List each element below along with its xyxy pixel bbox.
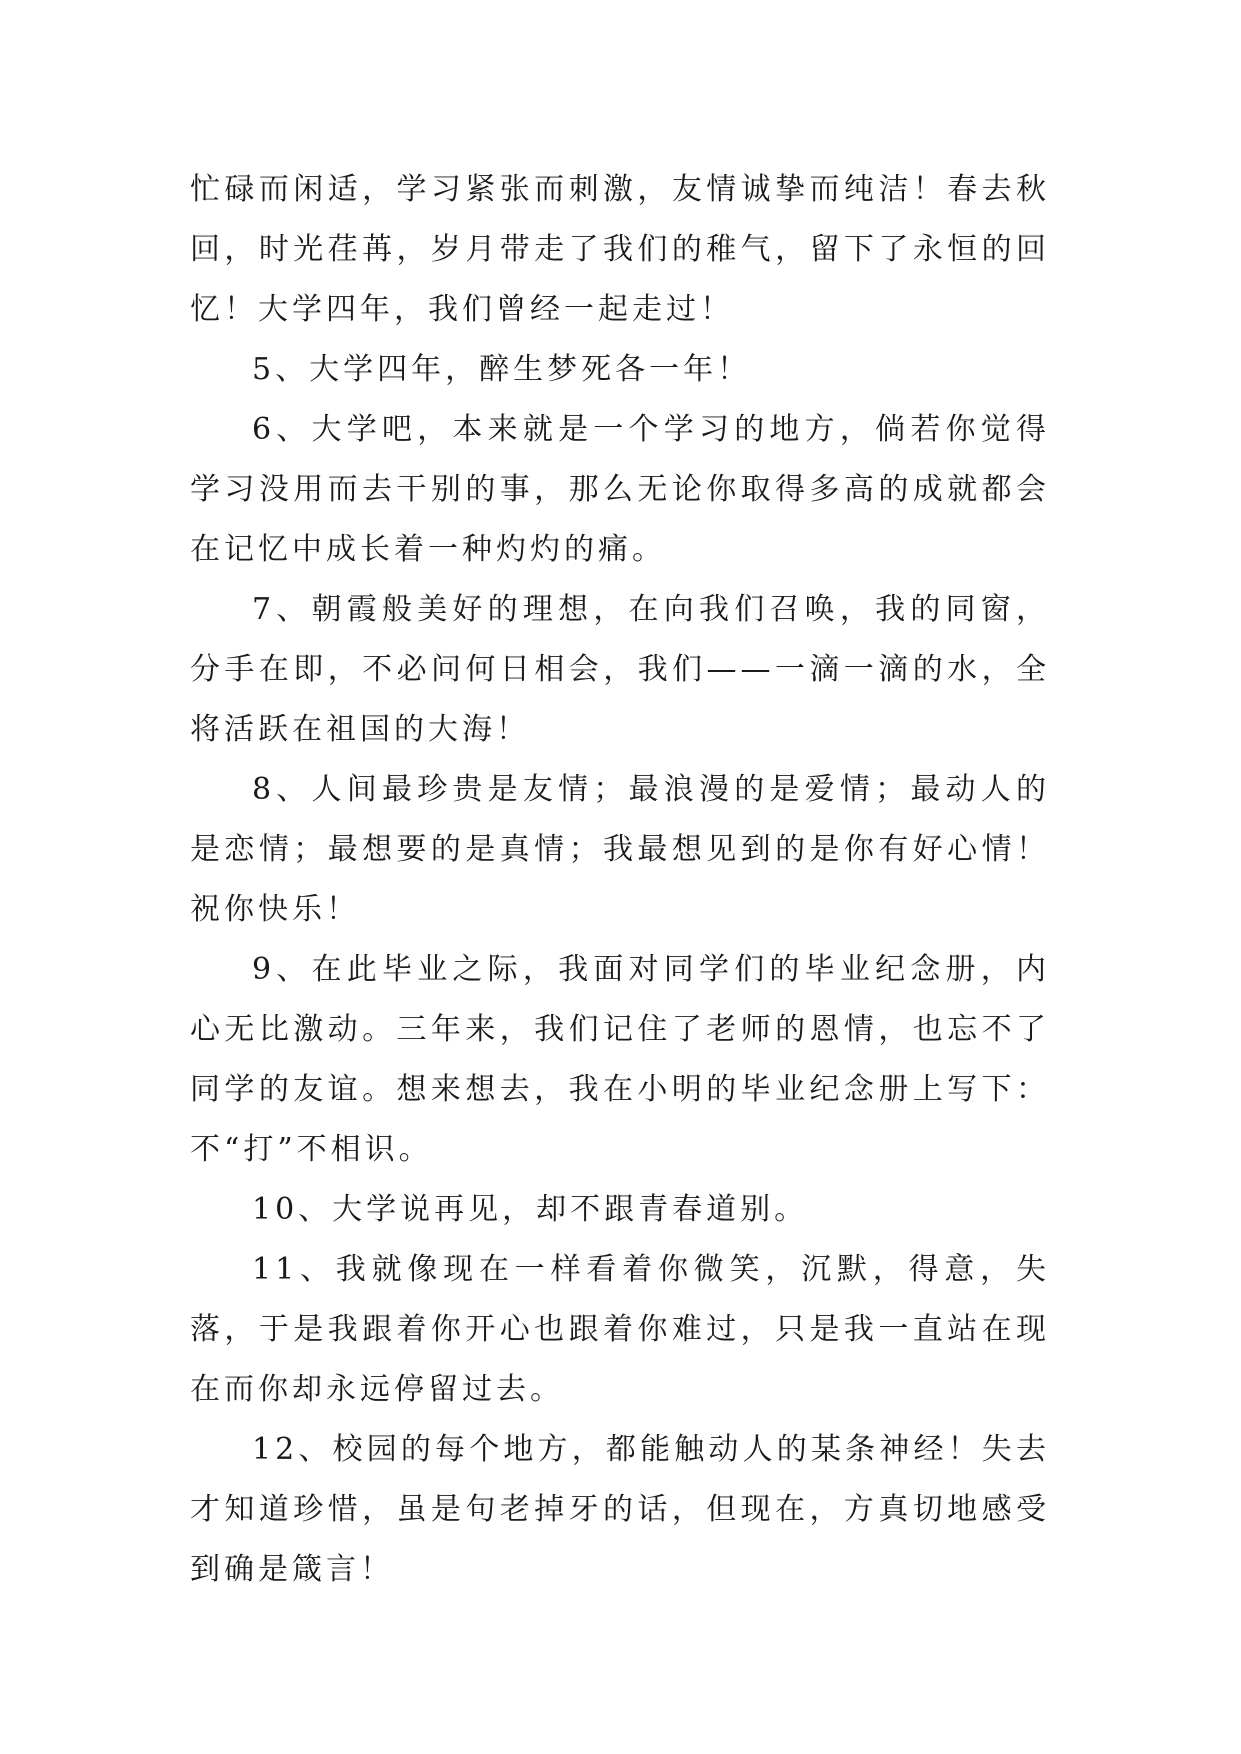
paragraph-item-9: 9、在此毕业之际，我面对同学们的毕业纪念册，内心无比激动。三年来，我们记住了老师的恩情，也忘不了同学的友谊。想来想去，我在小明的毕业纪念册上写下：不“打”不相识。 [190, 952, 1050, 1167]
paragraph-item-11: 11、我就像现在一样看着你微笑，沉默，得意，失落，于是我跟着你开心也跟着你难过，只是我一直站在现在而你却永远停留过去。 [190, 1252, 1050, 1407]
paragraph-item-8: 8、人间最珍贵是友情；最浪漫的是爱情；最动人的是恋情；最想要的是真情；我最想见到的是你有好心情！祝你快乐！ [190, 772, 1050, 927]
paragraph-item-6: 6、大学吧，本来就是一个学习的地方，倘若你觉得学习没用而去干别的事，那么无论你取得多高的成就都会在记忆中成长着一种灼灼的痛。 [190, 412, 1050, 567]
paragraph-item-12: 12、校园的每个地方，都能触动人的某条神经！失去才知道珍惜，虽是句老掉牙的话，但现在，方真切地感受到确是箴言！ [190, 1432, 1050, 1587]
paragraph-continuation: 忙碌而闲适，学习紧张而刺激，友情诚挚而纯洁！春去秋回，时光荏苒，岁月带走了我们的稚气，留下了永恒的回忆！大学四年，我们曾经一起走过！ [190, 172, 1050, 327]
paragraph-item-5: 5、大学四年，醉生梦死各一年！ [252, 352, 752, 387]
paragraph-item-7: 7、朝霞般美好的理想，在向我们召唤，我的同窗，分手在即，不必问何日相会，我们——一滴一滴的水，全将活跃在祖国的大海！ [190, 592, 1050, 747]
document-page [190, 160, 1050, 1600]
paragraph-item-10: 10、大学说再见，却不跟青春道别。 [252, 1192, 809, 1227]
